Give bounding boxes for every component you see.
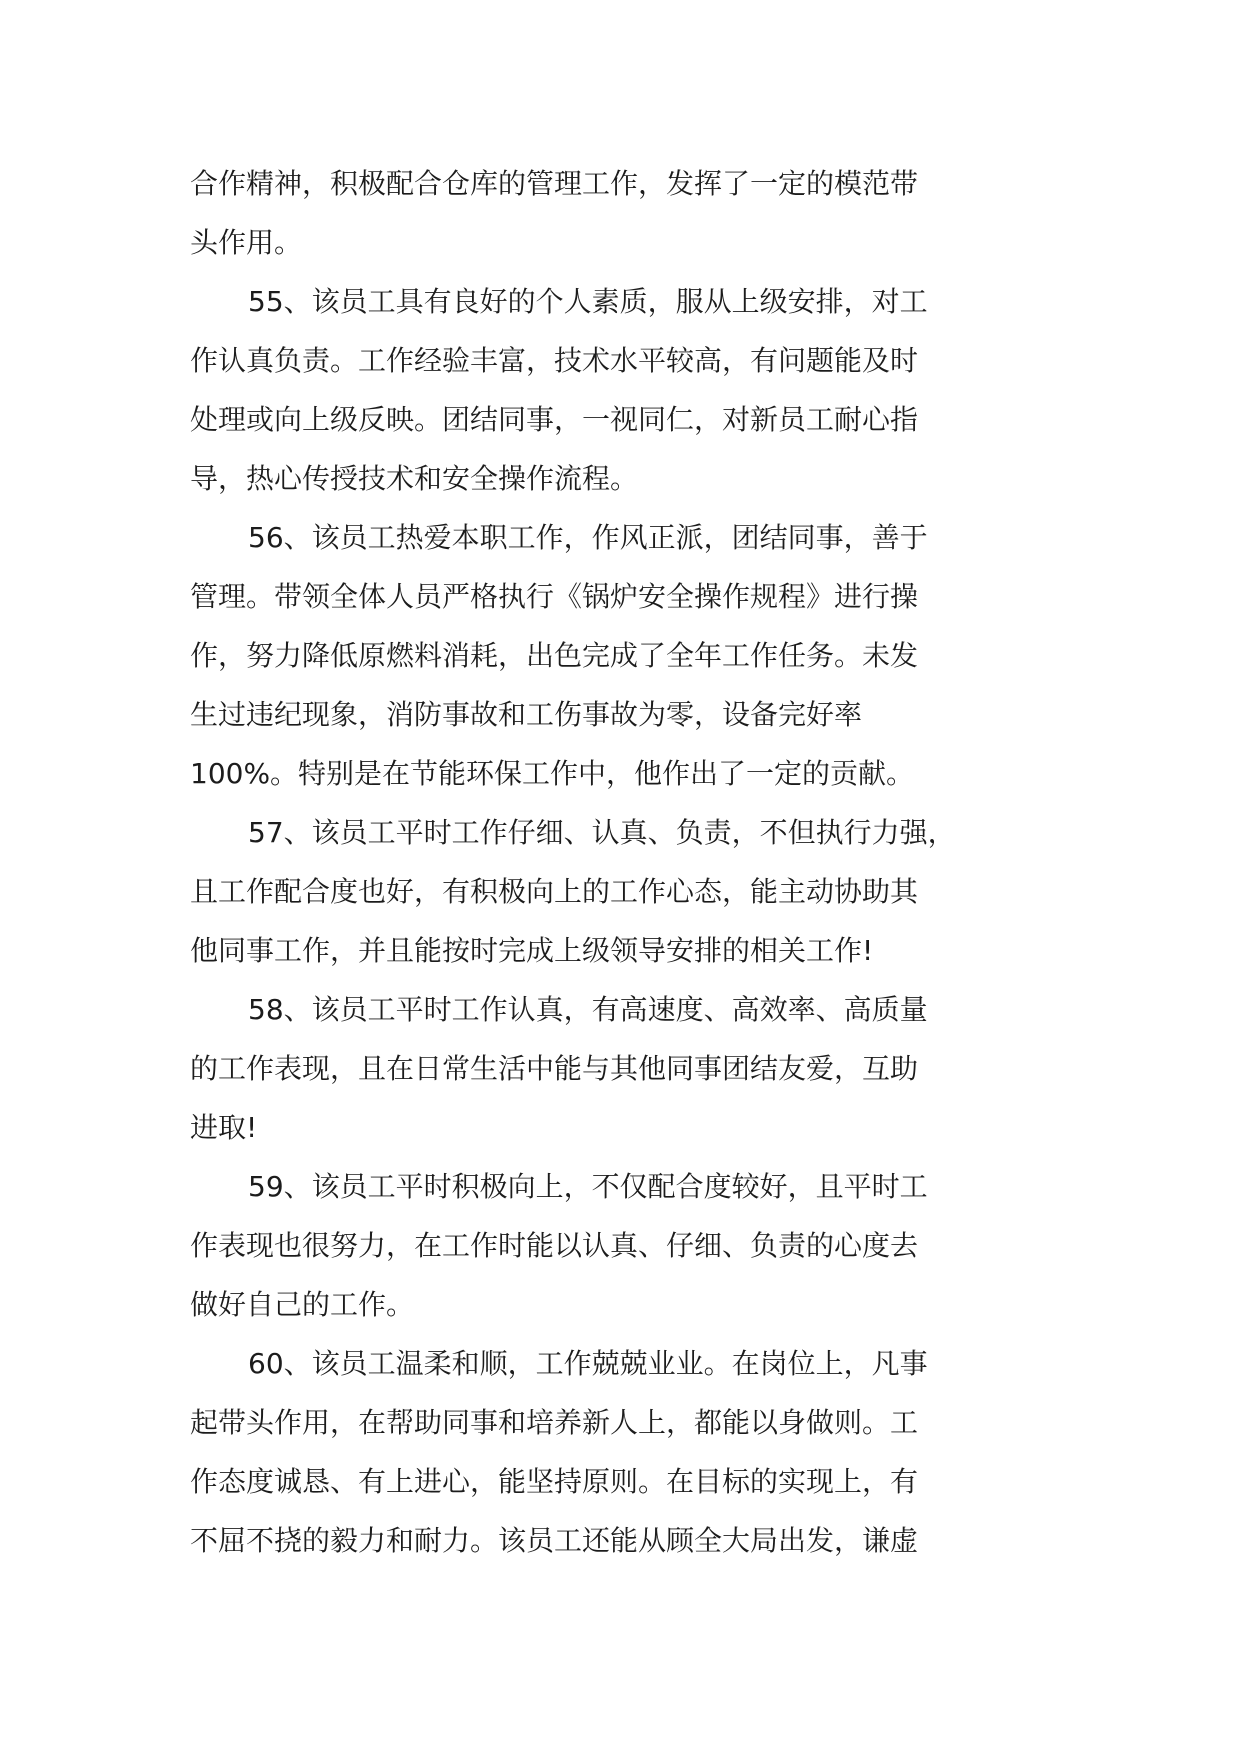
text-line: 不屈不挠的毅力和耐力。该员工还能从顾全大局出发，谦虚	[190, 1524, 919, 1557]
paragraph-56-start: 56、该员工热爱本职工作，作风正派，团结同事，善于	[248, 521, 928, 554]
text-line: 起带头作用，在帮助同事和培养新人上，都能以身做则。工	[190, 1406, 919, 1439]
text-line: 作态度诚恳、有上进心，能坚持原则。在目标的实现上，有	[190, 1465, 919, 1498]
text-line: 生过违纪现象，消防事故和工伤事故为零，设备完好率	[190, 698, 863, 731]
paragraph-57-start: 57、该员工平时工作仔细、认真、负责，不但执行力强，	[248, 816, 956, 849]
text-line: 头作用。	[190, 226, 303, 259]
text-line: 管理。带领全体人员严格执行《锅炉安全操作规程》进行操	[190, 580, 919, 613]
text-line: 的工作表现，且在日常生活中能与其他同事团结友爱，互助	[190, 1052, 919, 1085]
document-body	[190, 154, 1050, 1570]
text-line: 作表现也很努力，在工作时能以认真、仔细、负责的心度去	[190, 1229, 919, 1262]
text-line: 合作精神，积极配合仓库的管理工作，发挥了一定的模范带	[190, 167, 919, 200]
paragraph-59-start: 59、该员工平时积极向上，不仅配合度较好，且平时工	[248, 1170, 928, 1203]
paragraph-60-start: 60、该员工温柔和顺，工作兢兢业业。在岗位上，凡事	[248, 1347, 928, 1380]
paragraph-55-start: 55、该员工具有良好的个人素质，服从上级安排，对工	[248, 285, 928, 318]
text-line: 作，努力降低原燃料消耗，出色完成了全年工作任务。未发	[190, 639, 919, 672]
text-line: 导，热心传授技术和安全操作流程。	[190, 462, 639, 495]
text-line: 且工作配合度也好，有积极向上的工作心态，能主动协助其	[190, 875, 919, 908]
text-line: 做好自己的工作。	[190, 1288, 415, 1321]
text-line: 进取!	[190, 1111, 258, 1144]
text-line: 他同事工作，并且能按时完成上级领导安排的相关工作!	[190, 934, 874, 967]
paragraph-58-start: 58、该员工平时工作认真，有高速度、高效率、高质量	[248, 993, 928, 1026]
text-line: 作认真负责。工作经验丰富，技术水平较高，有问题能及时	[190, 344, 919, 377]
text-line: 处理或向上级反映。团结同事，一视同仁，对新员工耐心指	[190, 403, 919, 436]
text-line: 100%。特别是在节能环保工作中，他作出了一定的贡献。	[190, 757, 915, 790]
